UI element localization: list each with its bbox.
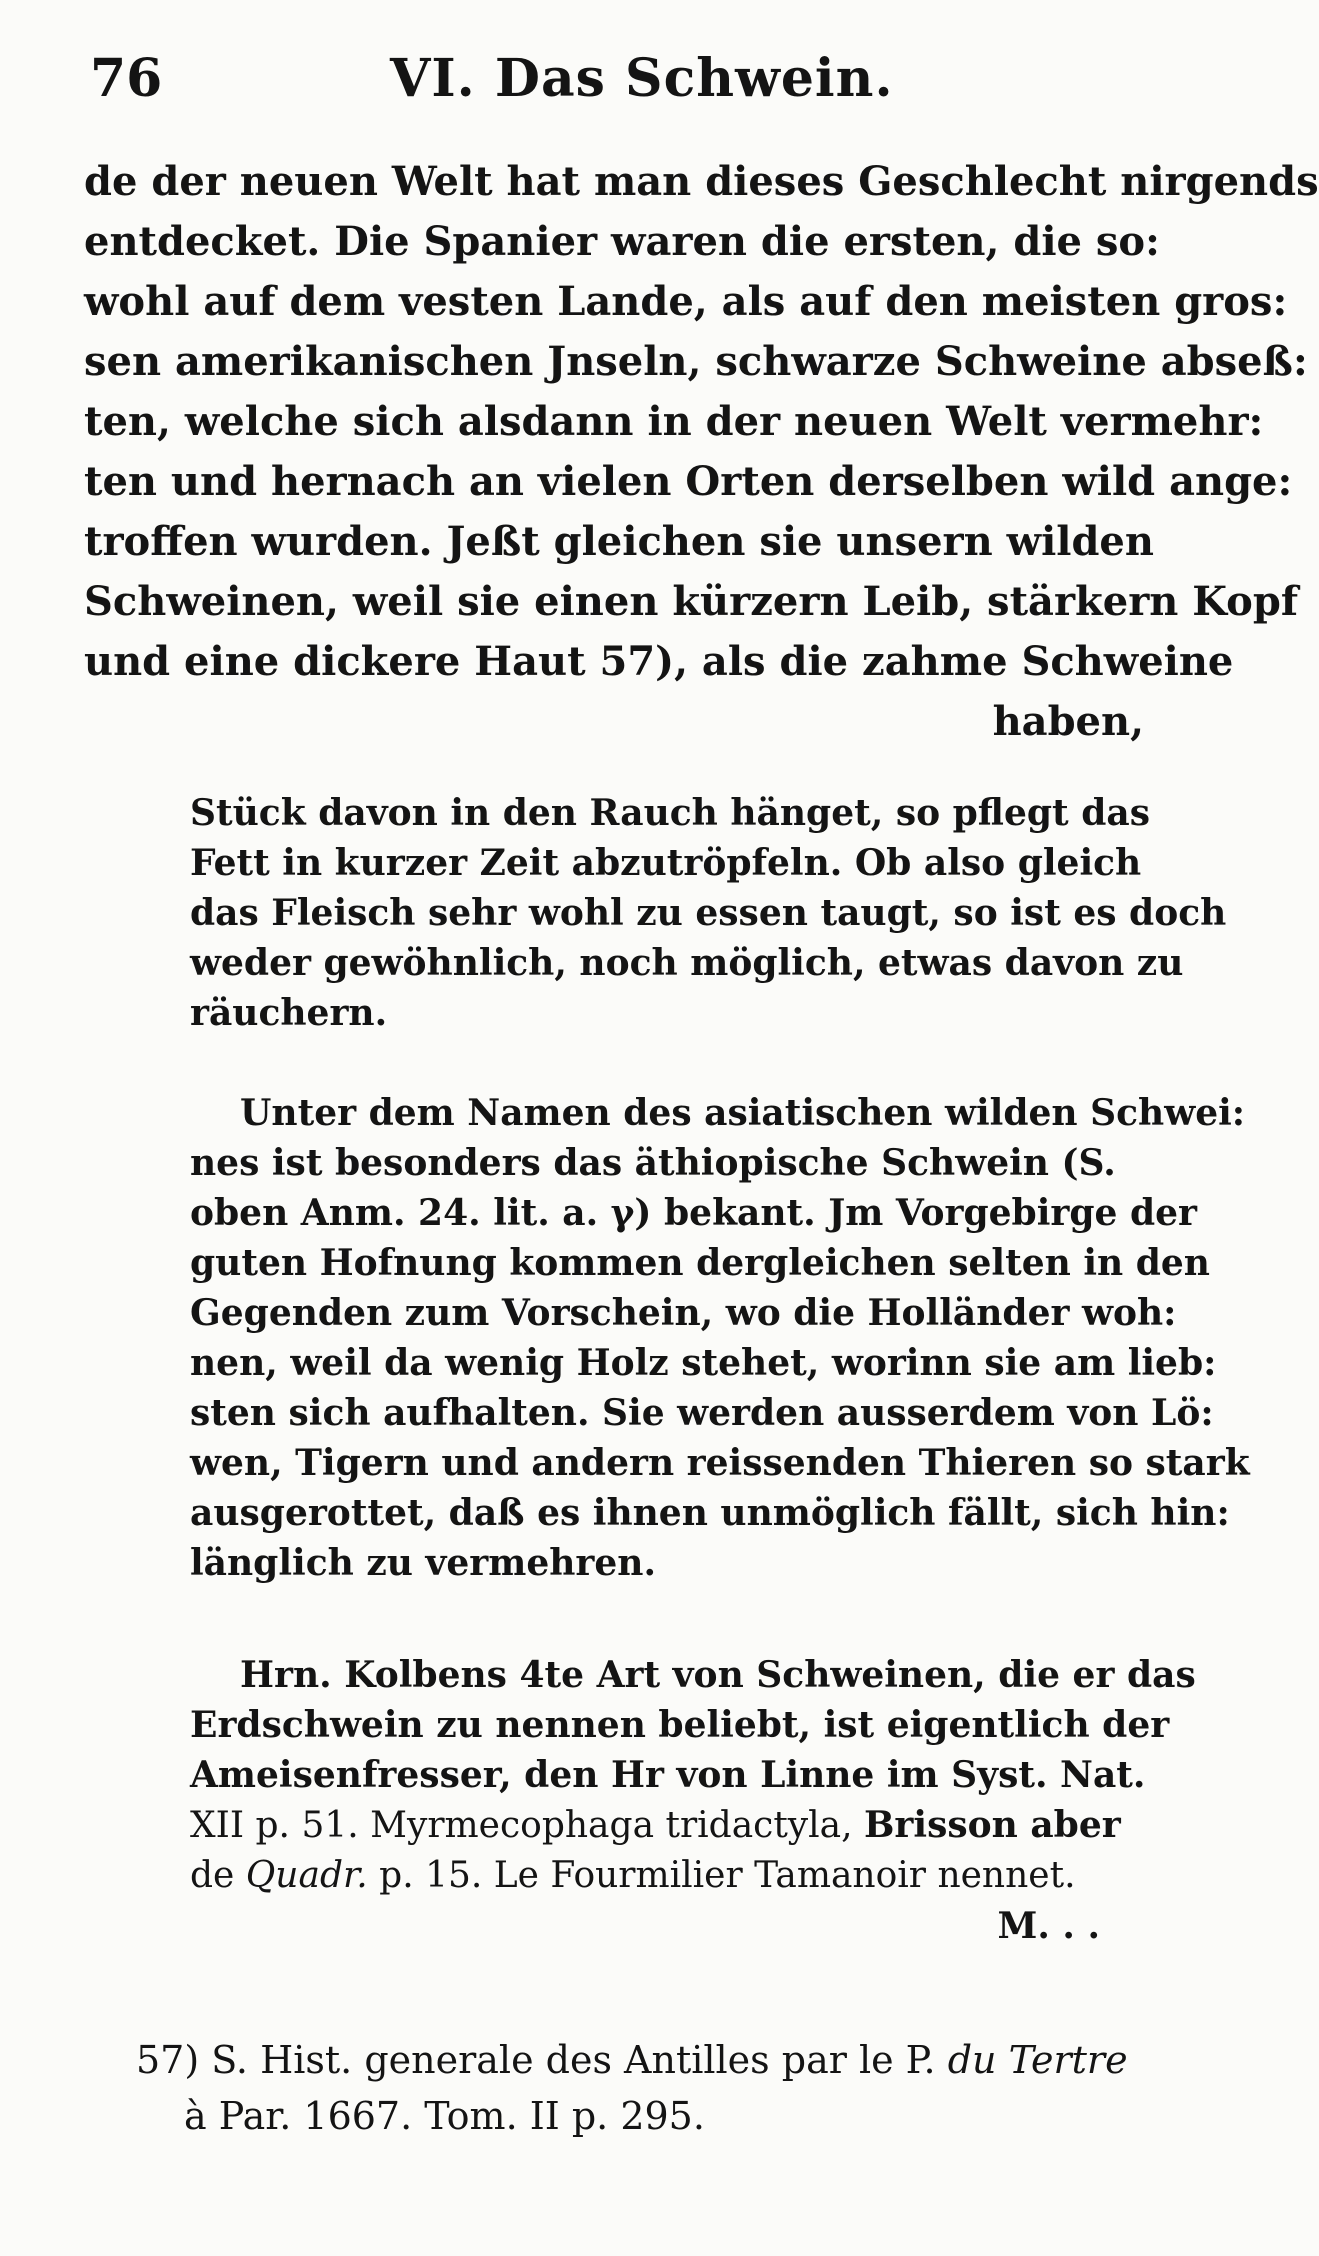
main-text-line: troffen wurden. Jeßt gleichen sie unsern wilden [84,518,1154,565]
annotation-line: Fett in kurzer Zeit abzutröpfeln. Ob also gleich [190,842,1142,884]
annotation-line: Hrn. Kolbens 4te Art von Schweinen, die er das [240,1654,1196,1696]
annotation-line: Erdschwein zu nennen beliebt, ist eigentlich der [190,1704,1170,1746]
annotation-line: Unter dem Namen des asiatischen wilden Schwei: [240,1092,1246,1134]
annotation-asiatic-boar [190,1088,1250,1588]
reference-rest: p. 15. Le Fourmilier Tamanoir nennet. [367,1855,1076,1896]
annotation-line: räuchern. [190,992,388,1034]
main-text-line: Schweinen, weil sie einen kürzern Leib, stärkern Kopf [84,578,1299,625]
latin-name: XII p. 51. Myrmecophaga tridactyla, [190,1805,864,1846]
main-text-line: sen amerikanischen Jnseln, schwarze Schweine abseß: [84,338,1308,385]
annotation-line: das Fleisch sehr wohl zu essen taugt, so ist es doch [190,892,1227,934]
main-text-line: de der neuen Welt hat man dieses Geschlecht nirgends [84,158,1319,205]
footnote-author: du Tertre [947,2038,1128,2082]
main-text-line: ten, welche sich alsdann in der neuen Welt vermehr: [84,398,1264,445]
main-text [84,152,1319,752]
annotation-kolben [190,1650,1196,1951]
footnote-text: 57) S. Hist. generale des Antilles par le P. [136,2038,948,2082]
main-text-line: entdecket. Die Spanier waren die ersten, die so: [84,218,1160,265]
annotation-line: ausgerottet, daß es ihnen unmöglich fällt, sich hin: [190,1492,1230,1534]
main-text-line: ten und hernach an vielen Orten derselben wild ange: [84,458,1293,505]
annotation-line: Gegenden zum Vorschein, wo die Holländer woh: [190,1292,1177,1334]
page-header [0,48,1188,128]
running-head: VI. Das Schwein. [390,48,894,109]
reference-prefix: de [190,1855,246,1896]
annotation-line [190,1800,1140,1851]
catchword: M. . . [997,1905,1100,1947]
annotation-line: länglich zu vermehren. [190,1542,657,1584]
catchword: haben, [992,698,1144,745]
footnote-line [136,2032,1146,2088]
annotation-line: wen, Tigern und andern reissenden Thieren so stark [190,1442,1250,1484]
footnote-line: à Par. 1667. Tom. II p. 295. [184,2094,705,2138]
main-text-line: und eine dickere Haut 57), als die zahme Schweine [84,638,1234,685]
annotation-line: guten Hofnung kommen dergleichen selten in den [190,1242,1210,1284]
annotation-line: oben Anm. 24. lit. a. γ) bekant. Jm Vorgebirge der [190,1192,1198,1234]
annotation-continuation [190,788,1227,1038]
annotation-line: nes ist besonders das äthiopische Schwein (S. [190,1142,1116,1184]
annotation-line: Stück davon in den Rauch hänget, so pflegt das [190,792,1150,834]
page-number: 76 [90,48,163,109]
footnote-57 [136,2032,1146,2144]
annotation-line: weder gewöhnlich, noch möglich, etwas davon zu [190,942,1184,984]
author-name: Brisson aber [864,1804,1121,1846]
main-text-line: wohl auf dem vesten Lande, als auf den meisten gros: [84,278,1288,325]
annotation-line: Ameisenfresser, den Hr von Linne im Syst. Nat. [190,1754,1146,1796]
annotation-line: nen, weil da wenig Holz stehet, worinn sie am lieb: [190,1342,1217,1384]
annotation-line: sten sich aufhalten. Sie werden ausserdem von Lö: [190,1392,1214,1434]
annotation-line [190,1851,1140,1901]
reference-title: Quadr. [245,1855,368,1896]
